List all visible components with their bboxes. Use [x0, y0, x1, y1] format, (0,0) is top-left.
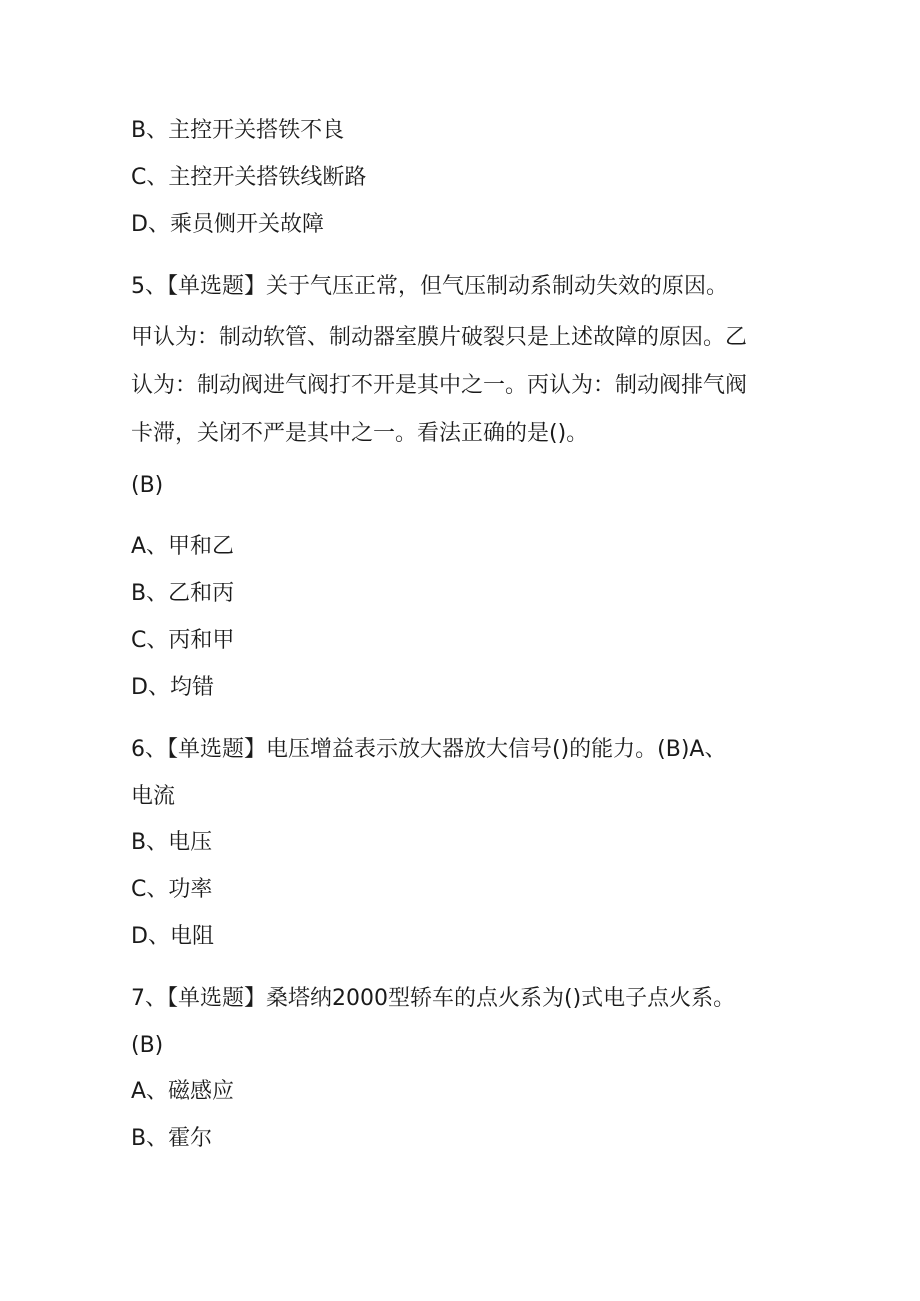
q7-stem-line-1: 7、【单选题】桑塔纳2000型轿车的点火系为()式电子点火系。: [131, 986, 736, 1011]
q5-stem-line-4: 卡滞，关闭不严是其中之一。看法正确的是()。: [131, 421, 589, 446]
q5-stem-line-2: 甲认为：制动软管、制动器室膜片破裂只是上述故障的原因。乙: [131, 325, 748, 350]
q5-option-a: A、甲和乙: [131, 534, 235, 559]
q5-option-d: D、均错: [131, 675, 214, 700]
q5-stem-line-1: 5、【单选题】关于气压正常，但气压制动系制动失效的原因。: [131, 274, 728, 299]
q5-answer: (B): [131, 473, 164, 498]
q7-answer: (B): [131, 1033, 164, 1058]
q5-option-c: C、丙和甲: [131, 628, 235, 653]
q7-option-a: A、磁感应: [131, 1079, 235, 1104]
q6-option-c: C、功率: [131, 877, 213, 902]
q6-option-d: D、电阻: [131, 924, 214, 949]
q4-option-b: B、主控开关搭铁不良: [131, 118, 345, 143]
q7-option-b: B、霍尔: [131, 1126, 213, 1151]
q4-option-c: C、主控开关搭铁线断路: [131, 165, 367, 190]
q6-stem-line-1: 6、【单选题】电压增益表示放大器放大信号()的能力。(B)A、: [131, 737, 727, 762]
q6-stem-line-2: 电流: [131, 784, 176, 809]
q4-option-d: D、乘员侧开关故障: [131, 212, 324, 237]
q6-option-b: B、电压: [131, 830, 213, 855]
q5-stem-line-3: 认为：制动阀进气阀打不开是其中之一。丙认为：制动阀排气阀: [131, 373, 748, 398]
q5-option-b: B、乙和丙: [131, 581, 235, 606]
